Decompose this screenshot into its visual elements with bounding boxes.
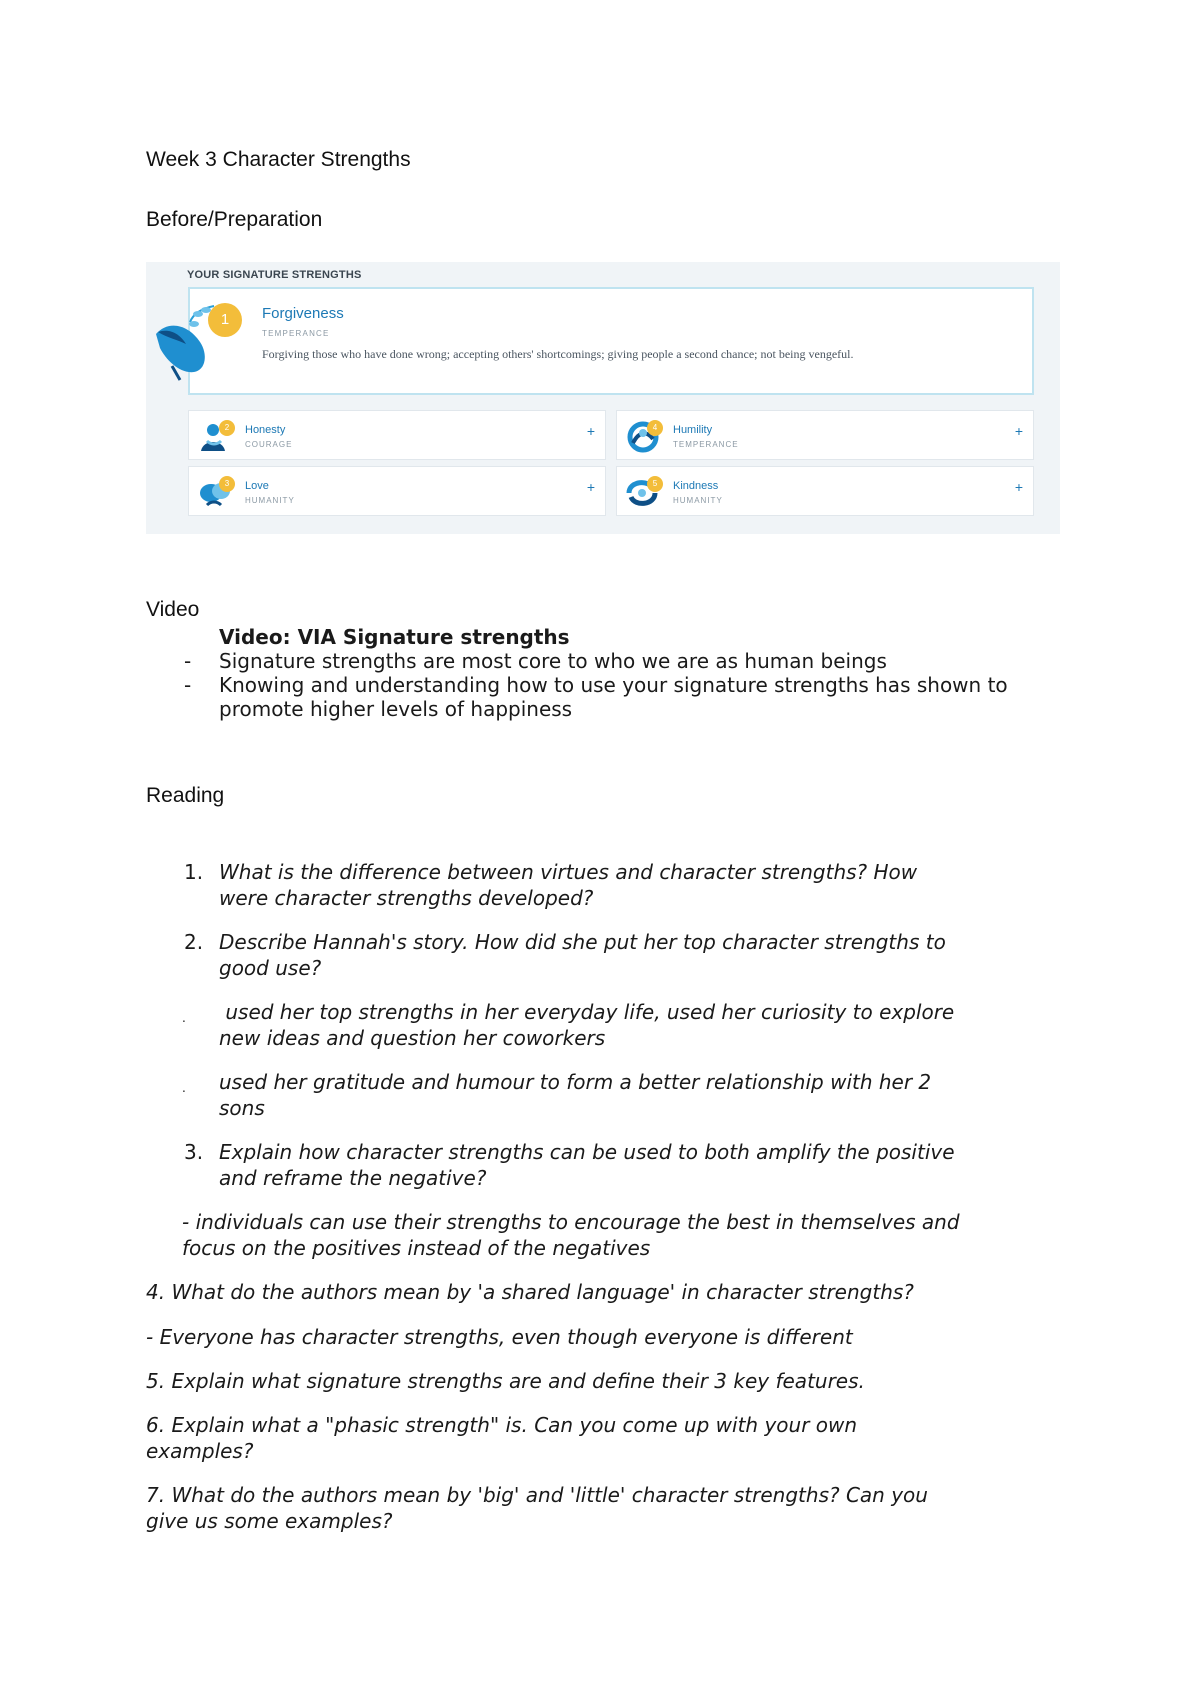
question-7-line1: 7. What do the authors mean by 'big' and 'little' character strengths? Can you bbox=[146, 1483, 928, 1507]
rank-badge-1: 1 bbox=[208, 303, 242, 337]
answer-2a-line1: used her top strengths in her everyday life, used her curiosity to explore bbox=[219, 1000, 955, 1024]
strength-category-temperance: TEMPERANCE bbox=[262, 329, 330, 338]
question-1-line1: What is the difference between virtues and character strengths? How bbox=[219, 860, 918, 884]
strength-card-kindness[interactable] bbox=[616, 466, 1034, 516]
video-heading: Video bbox=[146, 598, 200, 621]
strength-name: Honesty bbox=[245, 424, 286, 436]
expand-plus-icon[interactable]: + bbox=[1014, 479, 1023, 495]
video-title: Video: VIA Signature strengths bbox=[219, 625, 570, 649]
strength-name-forgiveness: Forgiveness bbox=[262, 305, 344, 322]
question-2-line1: Describe Hannah's story. How did she put her top character strengths to bbox=[219, 930, 946, 954]
strength-name: Humility bbox=[673, 424, 713, 436]
top-strength-card[interactable] bbox=[188, 287, 1034, 395]
video-bullet-2-line1: Knowing and understanding how to use your signature strengths has shown to bbox=[219, 673, 1008, 697]
question-4: 4. What do the authors mean by 'a shared language' in character strengths? bbox=[146, 1280, 914, 1304]
answer-3-line1: - individuals can use their strengths to encourage the best in themselves and bbox=[182, 1210, 960, 1234]
panel-title: YOUR SIGNATURE STRENGTHS bbox=[187, 269, 362, 281]
rank-badge-4: 4 bbox=[647, 420, 663, 436]
question-5: 5. Explain what signature strengths are and define their 3 key features. bbox=[146, 1369, 865, 1393]
video-bullet-2-line2: promote higher levels of happiness bbox=[219, 697, 573, 721]
answer-2b-line1: used her gratitude and humour to form a better relationship with her 2 bbox=[219, 1070, 932, 1094]
question-6-line2: examples? bbox=[146, 1439, 254, 1463]
strength-category: COURAGE bbox=[245, 440, 293, 449]
question-number: 3. bbox=[184, 1140, 204, 1164]
strength-card-honesty[interactable] bbox=[188, 410, 606, 460]
video-bullet-1: Signature strengths are most core to who we are as human beings bbox=[219, 649, 887, 673]
expand-plus-icon[interactable]: + bbox=[1014, 423, 1023, 439]
question-number: 1. bbox=[184, 860, 204, 884]
strength-name: Kindness bbox=[673, 480, 719, 492]
strength-category: HUMANITY bbox=[245, 496, 295, 505]
answer-marker: . bbox=[182, 1081, 186, 1095]
expand-plus-icon[interactable]: + bbox=[586, 479, 595, 495]
bullet-marker: - bbox=[184, 673, 192, 697]
answer-4: - Everyone has character strengths, even though everyone is different bbox=[146, 1325, 853, 1349]
reading-heading: Reading bbox=[146, 784, 225, 807]
question-3-line1: Explain how character strengths can be used to both amplify the positive bbox=[219, 1140, 955, 1164]
strength-card-humility[interactable] bbox=[616, 410, 1034, 460]
answer-marker: . bbox=[182, 1011, 186, 1025]
document-title: Week 3 Character Strengths bbox=[146, 148, 411, 171]
strength-name: Love bbox=[245, 480, 269, 492]
answer-3-line2: focus on the positives instead of the negatives bbox=[182, 1236, 651, 1260]
rank-badge-2: 2 bbox=[219, 420, 235, 436]
before-preparation-heading: Before/Preparation bbox=[146, 208, 323, 231]
rank-badge-5: 5 bbox=[647, 476, 663, 492]
strength-category: HUMANITY bbox=[673, 496, 723, 505]
strength-card-love[interactable] bbox=[188, 466, 606, 516]
answer-2b-line2: sons bbox=[219, 1096, 265, 1120]
strength-category: TEMPERANCE bbox=[673, 440, 739, 449]
expand-plus-icon[interactable]: + bbox=[586, 423, 595, 439]
question-1-line2: were character strengths developed? bbox=[219, 886, 594, 910]
question-2-line2: good use? bbox=[219, 956, 322, 980]
bullet-marker: - bbox=[184, 649, 192, 673]
question-7-line2: give us some examples? bbox=[146, 1509, 393, 1533]
answer-2a-line2: new ideas and question her coworkers bbox=[219, 1026, 606, 1050]
rank-badge-3: 3 bbox=[219, 476, 235, 492]
question-3-line2: and reframe the negative? bbox=[219, 1166, 487, 1190]
signature-strengths-screenshot bbox=[146, 262, 1060, 534]
question-6-line1: 6. Explain what a "phasic strength" is. Can you come up with your own bbox=[146, 1413, 858, 1437]
question-number: 2. bbox=[184, 930, 204, 954]
strength-description: Forgiving those who have done wrong; accepting others' shortcomings; giving people a second chance; not being vengeful. bbox=[262, 347, 854, 361]
